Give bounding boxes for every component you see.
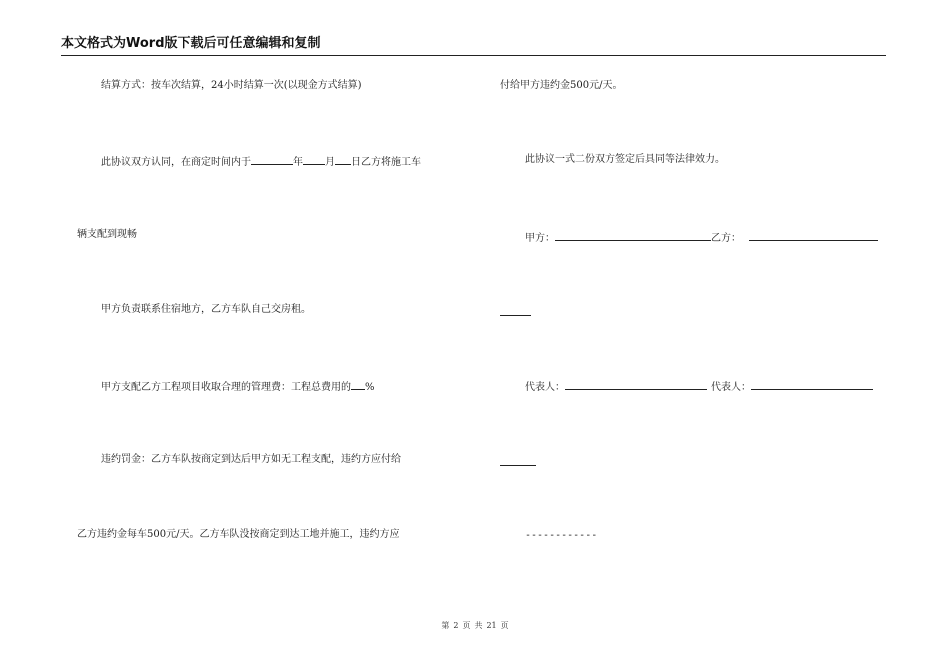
- page-footer: [0, 621, 950, 631]
- party-b-field-continuation[interactable]: [500, 315, 531, 316]
- agreement-suffix: 日乙方将施工车: [351, 157, 421, 168]
- representative-b-field[interactable]: [751, 378, 873, 390]
- penalty-continuation-line: 付给甲方违约金500元/天。: [500, 80, 623, 91]
- blank-month[interactable]: [303, 153, 325, 165]
- footer-page-unit: 页: [462, 621, 471, 630]
- penalty-line-1: 违约罚金：乙方车队按商定到达后甲方如无工程支配，违约方应付给: [101, 454, 401, 465]
- agreement-month-label: 月: [325, 157, 335, 168]
- footer-page-prefix: 第: [441, 621, 450, 630]
- blank-day[interactable]: [335, 153, 351, 165]
- management-fee-prefix: 甲方支配乙方工程项目收取合理的管理费：工程总费用的: [101, 382, 351, 393]
- agreement-continuation-line: 辆支配到现畅: [77, 229, 137, 240]
- footer-total-prefix: 共: [474, 621, 483, 630]
- footer-total-unit: 页: [500, 621, 509, 630]
- representative-b-label: 代表人：: [711, 382, 751, 393]
- representative-a-label: 代表人：: [525, 382, 565, 393]
- settlement-method-line: 结算方式：按车次结算，24小时结算一次(以现金方式结算): [101, 80, 362, 91]
- party-a-field[interactable]: [555, 229, 711, 241]
- party-a-label: 甲方：: [525, 233, 555, 244]
- agreement-prefix: 此协议双方认同，在商定时间内于: [101, 157, 251, 168]
- penalty-line-2: 乙方违约金每车500元/天。乙方车队没按商定到达工地并施工，违约方应: [77, 529, 400, 540]
- management-fee-line: [101, 378, 375, 395]
- party-b-label: 乙方：: [711, 233, 741, 244]
- footer-page-number: 2: [453, 621, 459, 630]
- party-b-field[interactable]: [749, 229, 878, 241]
- dashed-separator: ------------: [525, 530, 598, 541]
- representative-line: [525, 378, 873, 395]
- blank-year[interactable]: [251, 153, 293, 165]
- management-fee-suffix: %: [365, 382, 375, 393]
- representative-field-continuation[interactable]: [500, 465, 536, 466]
- blank-fee-percent[interactable]: [351, 378, 365, 390]
- footer-total-pages: 21: [486, 621, 497, 630]
- page-header: 本文格式为Word版下载后可任意编辑和复制: [61, 36, 886, 56]
- agreement-time-line: [101, 153, 421, 170]
- party-signature-line: [525, 229, 878, 246]
- representative-a-field[interactable]: [565, 378, 707, 390]
- agreement-year-label: 年: [293, 157, 303, 168]
- lodging-line: 甲方负责联系住宿地方，乙方车队自己交房租。: [101, 304, 311, 315]
- validity-line: 此协议一式二份双方签定后具同等法律效力。: [525, 154, 725, 165]
